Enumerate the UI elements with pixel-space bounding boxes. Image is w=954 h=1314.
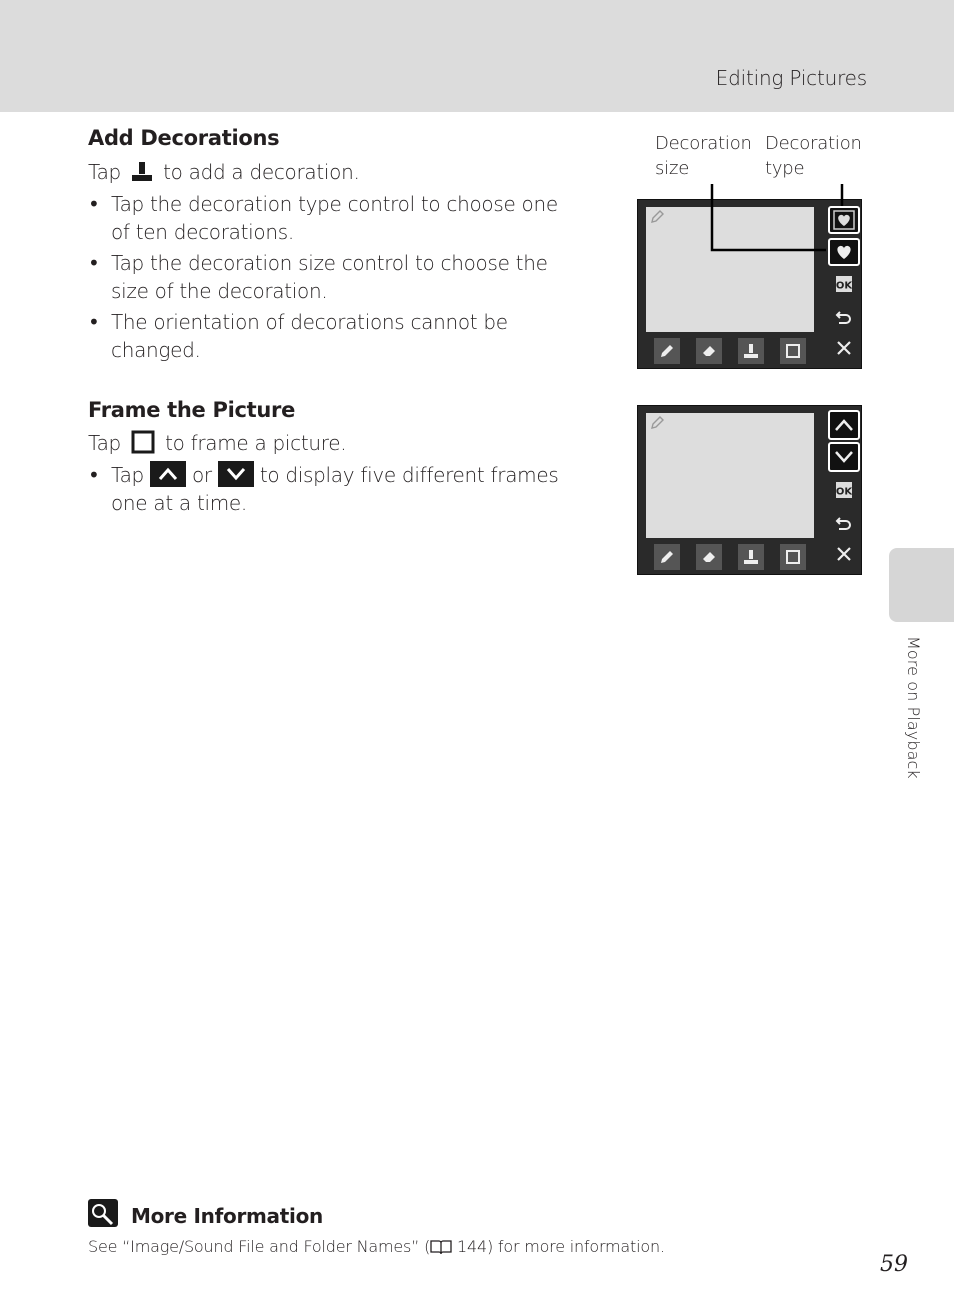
bottom-toolbar: [646, 542, 814, 572]
pencil-indicator-icon: [649, 415, 665, 435]
pencil-tool-button[interactable]: [654, 544, 680, 570]
chapter-tab: [889, 548, 954, 622]
add-decorations-heading: Add Decorations: [88, 126, 280, 150]
ok-button[interactable]: [828, 270, 860, 298]
bullet-dot: •: [88, 463, 100, 487]
chevron-down-icon: [834, 449, 854, 465]
bullet-1-line-2: of ten decorations.: [111, 220, 294, 244]
more-info-text: [88, 1237, 665, 1259]
bullet-dot: •: [88, 251, 100, 275]
callout-decoration-type: [765, 131, 862, 181]
undo-button[interactable]: [828, 303, 860, 331]
bullet-3-line-1: The orientation of decorations cannot be: [111, 310, 508, 334]
bottom-toolbar: [646, 336, 814, 366]
frame-tool-button[interactable]: [780, 544, 806, 570]
frame-picture-intro: [88, 429, 346, 461]
stamp-icon: [743, 549, 759, 565]
bullet-dot: •: [88, 192, 100, 216]
frame-bullet-rest: to display five different frames: [259, 463, 559, 487]
stamp-tool-button[interactable]: [738, 544, 764, 570]
ok-button[interactable]: [828, 476, 860, 504]
frame-bullet-line-2: one at a time.: [111, 491, 247, 515]
frame-intro-rest-text: to frame a picture.: [165, 431, 347, 455]
eraser-tool-button[interactable]: [696, 338, 722, 364]
frame-bullet-or: or: [191, 463, 212, 487]
drawing-canvas: [646, 413, 814, 538]
eraser-icon: [701, 549, 717, 565]
more-info-text-start: See “Image/Sound File and Folder Names” (: [88, 1237, 431, 1256]
page-header-title: Editing Pictures: [715, 66, 867, 90]
more-info-title: More Information: [131, 1204, 323, 1228]
pencil-tool-button[interactable]: [654, 338, 680, 364]
close-icon: [835, 545, 853, 563]
callout-decoration-size: [655, 131, 752, 181]
frame-icon: [785, 549, 801, 565]
bullet-2-line-2: size of the decoration.: [111, 279, 328, 303]
frame-screen: [637, 405, 862, 575]
bullet-dot: •: [88, 310, 100, 334]
undo-button[interactable]: [828, 509, 860, 537]
page-number: 59: [880, 1252, 908, 1277]
more-info-icon: [88, 1199, 118, 1227]
undo-icon: [834, 514, 854, 532]
eraser-icon: [701, 343, 717, 359]
frame-bullet-line-1: [111, 461, 558, 489]
frame-up-button[interactable]: [828, 410, 860, 440]
frame-tool-button[interactable]: [780, 338, 806, 364]
callout-size-line-2: size: [655, 158, 690, 179]
frame-picture-heading: Frame the Picture: [88, 398, 296, 422]
stamp-icon: [743, 343, 759, 359]
frame-intro-tap-text: Tap: [88, 431, 121, 455]
svg-text:OK: OK: [835, 280, 853, 292]
pencil-icon: [659, 549, 675, 565]
add-decorations-intro: [88, 158, 360, 190]
callout-type-line-1: Decoration: [765, 133, 862, 154]
frame-icon: [131, 430, 155, 461]
callout-size-line-1: Decoration: [655, 133, 752, 154]
book-icon: [430, 1239, 452, 1259]
more-info-text-end: 144) for more information.: [452, 1237, 665, 1256]
pencil-icon: [659, 343, 675, 359]
chevron-up-icon: [834, 417, 854, 433]
frame-icon: [785, 343, 801, 359]
close-button[interactable]: [828, 540, 860, 568]
bullet-1-line-1: Tap the decoration type control to choose one: [111, 192, 558, 216]
eraser-tool-button[interactable]: [696, 544, 722, 570]
intro-rest-text: to add a decoration.: [163, 160, 360, 184]
close-button[interactable]: [828, 334, 860, 362]
svg-text:OK: OK: [835, 486, 853, 498]
chevron-down-icon: [218, 461, 254, 487]
callout-leader-lines: [700, 180, 850, 255]
ok-icon: [835, 481, 853, 499]
bullet-3-line-2: changed.: [111, 338, 201, 362]
undo-icon: [834, 308, 854, 326]
close-icon: [835, 339, 853, 357]
chapter-tab-label: More on Playback: [904, 636, 923, 779]
stamp-tool-button[interactable]: [738, 338, 764, 364]
bullet-2-line-1: Tap the decoration size control to choose the: [111, 251, 548, 275]
frame-down-button[interactable]: [828, 442, 860, 472]
right-control-column: [824, 406, 862, 576]
callout-type-line-2: type: [765, 158, 805, 179]
intro-tap-text: Tap: [88, 160, 121, 184]
header-band: [0, 0, 954, 112]
chevron-up-icon: [150, 461, 186, 487]
ok-icon: [835, 275, 853, 293]
stamp-icon: [131, 161, 153, 190]
pencil-indicator-icon: [649, 209, 665, 229]
frame-bullet-tap: Tap: [111, 463, 144, 487]
